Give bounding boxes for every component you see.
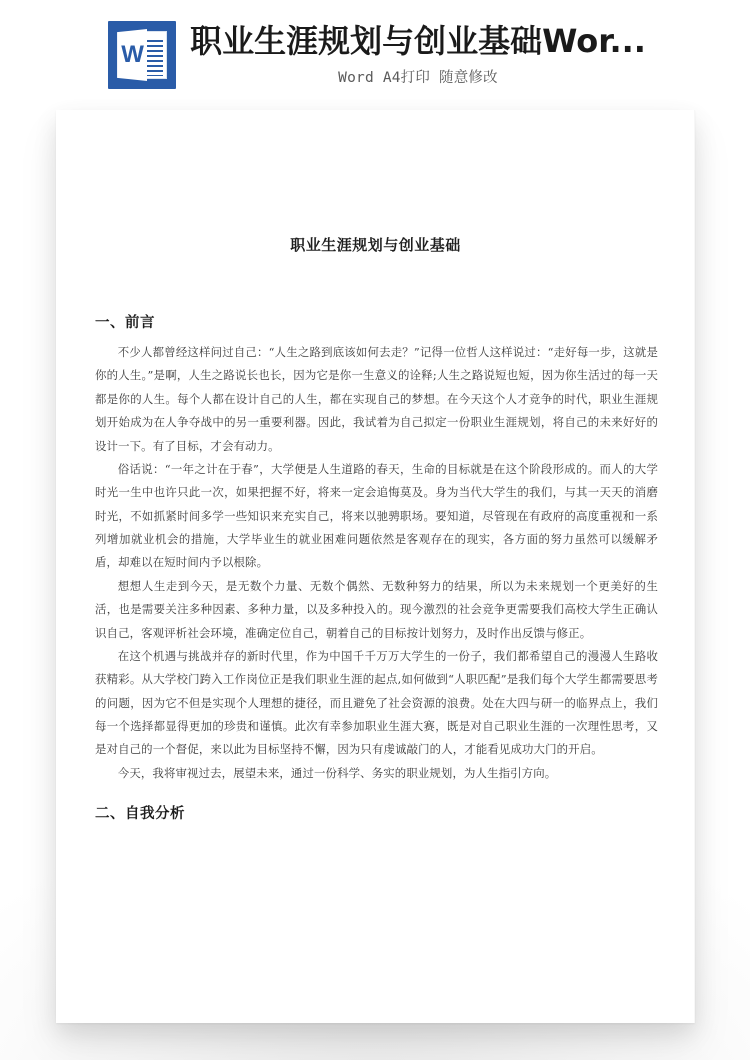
section-heading-preface: 一、前言 bbox=[95, 315, 155, 331]
paragraph: 不少人都曾经这样问过自己：“人生之路到底该如何去走？”记得一位哲人这样说过：“走好每一步，这就是你的人生。”是啊，人生之路说长也长，因为它是你一生意义的诠释;人生之路说短也短，因为你生活过的每一天都是你的人生。每个人都在设计自己的人生，都在实现自己的梦想。在今天这个人才竞争的时代，职业生涯规划开始成为在人争夺战中的另一重要利器。因此，我试着为自己拟定一份职业生涯规划，将自己的未来好好的设计一下。有了目标，才会有动力。 bbox=[95, 345, 658, 453]
document-body bbox=[56, 110, 695, 823]
paragraph: 俗话说：“一年之计在于春”，大学便是人生道路的春天，生命的目标就是在这个阶段形成的。而人的大学时光一生中也许只此一次，如果把握不好，将来一定会追悔莫及。身为当代大学生的我们，与其一天天的消磨时光，不如抓紧时间多学一些知识来充实自己，将来以驰骋职场。要知道，尽管现在有政府的高度重视和一系列增加就业机会的措施，大学毕业生的就业困难问题依然是客观存在的现实，各方面的努力虽然可以缓解矛盾，却难以在短时间内予以根除。 bbox=[95, 461, 658, 570]
header-content bbox=[104, 21, 646, 89]
section-heading-self-analysis: 二、自我分析 bbox=[95, 806, 185, 823]
paragraph: 在这个机遇与挑战并存的新时代里，作为中国千千万万大学生的一份子，我们都希望自己的漫漫人生路收获精彩。从大学校门跨入工作岗位正是我们职业生涯的起点,如何做到“人职匹配”是我们每个大学生都需要思考的问题，因为它不但是实现个人理想的捷径，而且避免了社会资源的浪费。处在大四与研一的临界点上，我们每一个选择都显得更加的珍贵和谨慎。此次有幸参加职业生涯大赛，既是对自己职业生涯的一次理性思考，又是对自己的一个督促，来以此为目标坚持不懈，因为只有虔诚敲门的人，才能看见成功大门的开启。 bbox=[95, 648, 658, 757]
page-title: 职业生涯规划与创业基础Wor... bbox=[190, 21, 646, 60]
paragraph: 今天，我将审视过去，展望未来，通过一份科学、务实的职业规划，为人生指引方向。 bbox=[117, 765, 557, 780]
document-title: 职业生涯规划与创业基础 bbox=[290, 236, 461, 254]
preview-header bbox=[0, 0, 750, 110]
word-icon bbox=[108, 21, 176, 89]
word-icon-letter: W bbox=[121, 41, 143, 68]
page-subtitle: Word A4打印 随意修改 bbox=[338, 70, 498, 87]
paragraph: 想想人生走到今天，是无数个力量、无数个偶然、无数种努力的结果，所以为未来规划一个更美好的生活，也是需要关注多种因素、多种力量，以及多种投入的。现今激烈的社会竞争更需要我们高校大学生正确认识自己，客观评析社会环境，准确定位自己，朝着自己的目标按计划努力，及时作出反馈与修正。 bbox=[95, 578, 658, 640]
document-page[interactable] bbox=[56, 110, 695, 1023]
word-icon-document bbox=[117, 29, 167, 81]
header-text-group bbox=[190, 23, 646, 88]
